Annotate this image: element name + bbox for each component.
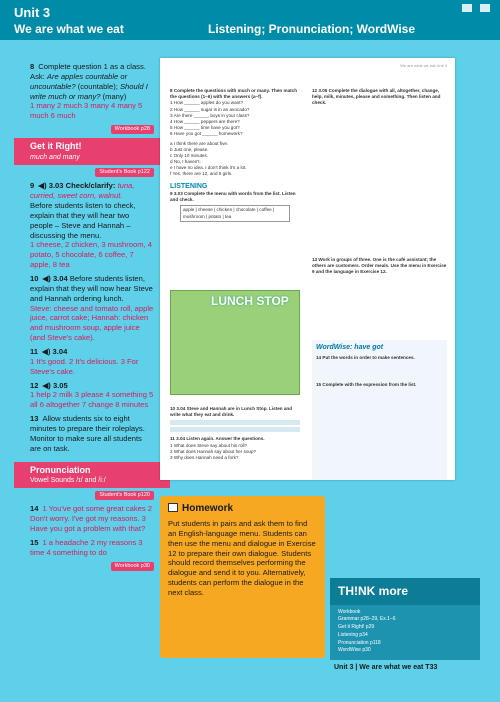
book-ex9: 9 3.03 Complete the menu with words from the list. Listen and check. — [170, 191, 296, 203]
think-more-item: Get it Right! p29 — [338, 624, 375, 631]
students-book-tag: Student's Book p120 — [95, 491, 154, 500]
homework-title: Homework — [182, 503, 234, 514]
workbook-tag: Workbook p30 — [111, 562, 154, 571]
book-column-left — [170, 88, 300, 224]
book-ex8-item: 4 How ______ peppers are there? — [170, 118, 240, 124]
corner-icon — [480, 4, 490, 12]
think-more-item: WordWise p30 — [338, 647, 371, 654]
book-column-left-lower — [170, 406, 300, 461]
book-ex10: 10 3.04 Steve and Hannah are in Lunch Stop. Listen and write what they eat and drink. — [170, 406, 293, 418]
note-9: 9 ◀) 3.03 Check/clarify: tuna, curried, sweet corn, walnut. — [30, 181, 135, 201]
listening-heading: LISTENING — [170, 182, 208, 190]
menu-word-list: apple | cheese | chicken | chocolate | coffee | mushroom | potato | tea — [180, 205, 290, 221]
think-more-item: Listening p34 — [338, 631, 368, 638]
page-header — [0, 0, 500, 40]
unit-title: We are what we eat — [14, 22, 124, 36]
homework-box — [160, 496, 325, 658]
book-ex11-item: 2 What does Hannah say about her soup? — [170, 448, 257, 454]
lunch-stop-menu — [170, 290, 300, 395]
think-more-title: TH!NK more — [330, 578, 480, 605]
book-ex11-item: 1 What does Steve say about his roll? — [170, 442, 248, 448]
answers-10: Steve: cheese and tomato roll, apple juice, carrot cake; Hannah: chicken and mushroom soup, apple juice (and Steve's cake). — [30, 303, 154, 343]
note-14: 14 1 You've got some great cakes 2 Don't worry. I've got my reasons. 3 Have you got a problem with that? — [30, 504, 152, 534]
unit-label: Unit 3 — [14, 5, 51, 20]
book-ex8-item: 3 Are there ______ boys in your class? — [170, 112, 250, 118]
students-book-tag: Student's Book p122 — [95, 168, 154, 177]
note-13: 13 Allow students six to eight minutes to prepare their roleplays. Monitor to make sure all students are on task. — [30, 414, 145, 453]
lunch-stop-title: LUNCH STOP — [211, 294, 289, 308]
book-ex8-answer: d No, I haven't. — [170, 159, 201, 165]
corner-icon — [462, 4, 472, 12]
answers-12: 1 help 2 milk 3 please 4 something 5 all 6 altogether 7 change 8 minutes — [30, 390, 154, 410]
book-ex8-answer: b Just one, please. — [170, 146, 209, 152]
note-12: 12 ◀) 3.05 — [30, 380, 68, 390]
think-more-box — [330, 578, 480, 660]
book-ex11-item: 3 Why does Hannah need a fork? — [170, 454, 239, 460]
book-ex12: 12 3.05 Complete the dialogue with all, altogether, change, help, milk, minutes, please and something. Then listen and check. — [312, 88, 441, 106]
note-8: 8 Complete question 1 as a class. Ask: Are apples countable or uncountable? (countable); Should I write much or many? (many) — [30, 62, 148, 101]
book-ex14: 14 Put the words in order to make sentences. — [316, 355, 415, 361]
book-ex8-item: 1 How ______ apples do you want? — [170, 100, 244, 106]
book-ex8: 8 Complete the questions with much or many. Then match the questions (1–6) with the answers (a–f). — [170, 88, 298, 100]
answers-8: 1 many 2 much 3 many 4 many 5 much 6 much — [30, 101, 143, 121]
answers-9: 1 cheese, 2 chicken, 3 mushroom, 4 potato, 5 chocolate, 6 coffee, 7 apple, 8 tea — [30, 240, 152, 270]
note-10: 10 ◀) 3.04 Before students listen, explain that they will now hear Steve and Hannah ordering lunch. — [30, 273, 153, 303]
wordwise-box — [312, 340, 447, 480]
book-ex8-item: 2 How ______ sugar is in an avocado? — [170, 106, 250, 112]
think-more-item: Pronunciation p118 — [338, 639, 381, 646]
pronunciation-bar: Pronunciation Vowel Sounds /ɪ/ and /iː/ — [14, 462, 170, 489]
think-more-item: Grammar p28–29, Ex.1–6 — [338, 616, 396, 623]
note-15: 15 1 a headache 2 my reasons 3 time 4 something to do — [30, 538, 143, 557]
workbook-tag: Workbook p28 — [111, 125, 154, 134]
homework-body: Put students in pairs and ask them to find an English-language menu. Students can then use the menu and dialogue in Exercise 12 to prepare their own dialogue. Students should record themselves performing the dialogue and send it to you. Alternatively, students can perform the dialogue in the next class. — [168, 519, 316, 598]
book-ex11: 11 3.04 Listen again. Answer the questions. — [170, 436, 265, 442]
book-ex8-answer: e I have no idea. I don't think it's a lot. — [170, 165, 247, 171]
answers-11: 1 It's good. 2 It's delicious. 3 For Steve's cake. — [30, 356, 139, 376]
book-ex8-item: 6 Have you got ______ homework? — [170, 131, 243, 137]
book-ex8-item: 5 How ______ time have you got? — [170, 125, 240, 131]
page-footer: Unit 3 | We are what we eat T33 — [334, 664, 438, 671]
book-column-right — [312, 88, 447, 275]
book-ex15: 15 Complete with the expression from the list. — [316, 381, 417, 387]
book-ex8-answer: c Only 10 minutes. — [170, 152, 209, 158]
book-ex8-answer: a I think there are about five. — [170, 140, 229, 146]
book-ex13: 13 Work in groups of three. One is the café assistant; the others are customers. Order meals. Use the menu in Exercise 9 and the language in Exercise 12. — [312, 256, 447, 274]
students-book-page — [160, 58, 455, 480]
section-subtitle: Listening; Pronunciation; WordWise — [208, 22, 415, 36]
house-icon — [168, 503, 178, 512]
book-ex8-answer: f Yes, there are 12, and 5 girls. — [170, 171, 233, 177]
get-it-right-bar: Get it Right! much and many — [14, 138, 170, 165]
teacher-notes-column — [30, 62, 154, 573]
think-more-item: Workbook — [338, 608, 361, 615]
wordwise-title: WordWise: have got — [316, 344, 384, 351]
book-header: We are what we eat Unit 3 — [400, 63, 447, 68]
note-9-body: Before students listen to check, explain that they will hear two people – Steve and Hannah – discussing the menu. — [30, 200, 136, 240]
note-11: 11 ◀) 3.04 — [30, 346, 68, 356]
